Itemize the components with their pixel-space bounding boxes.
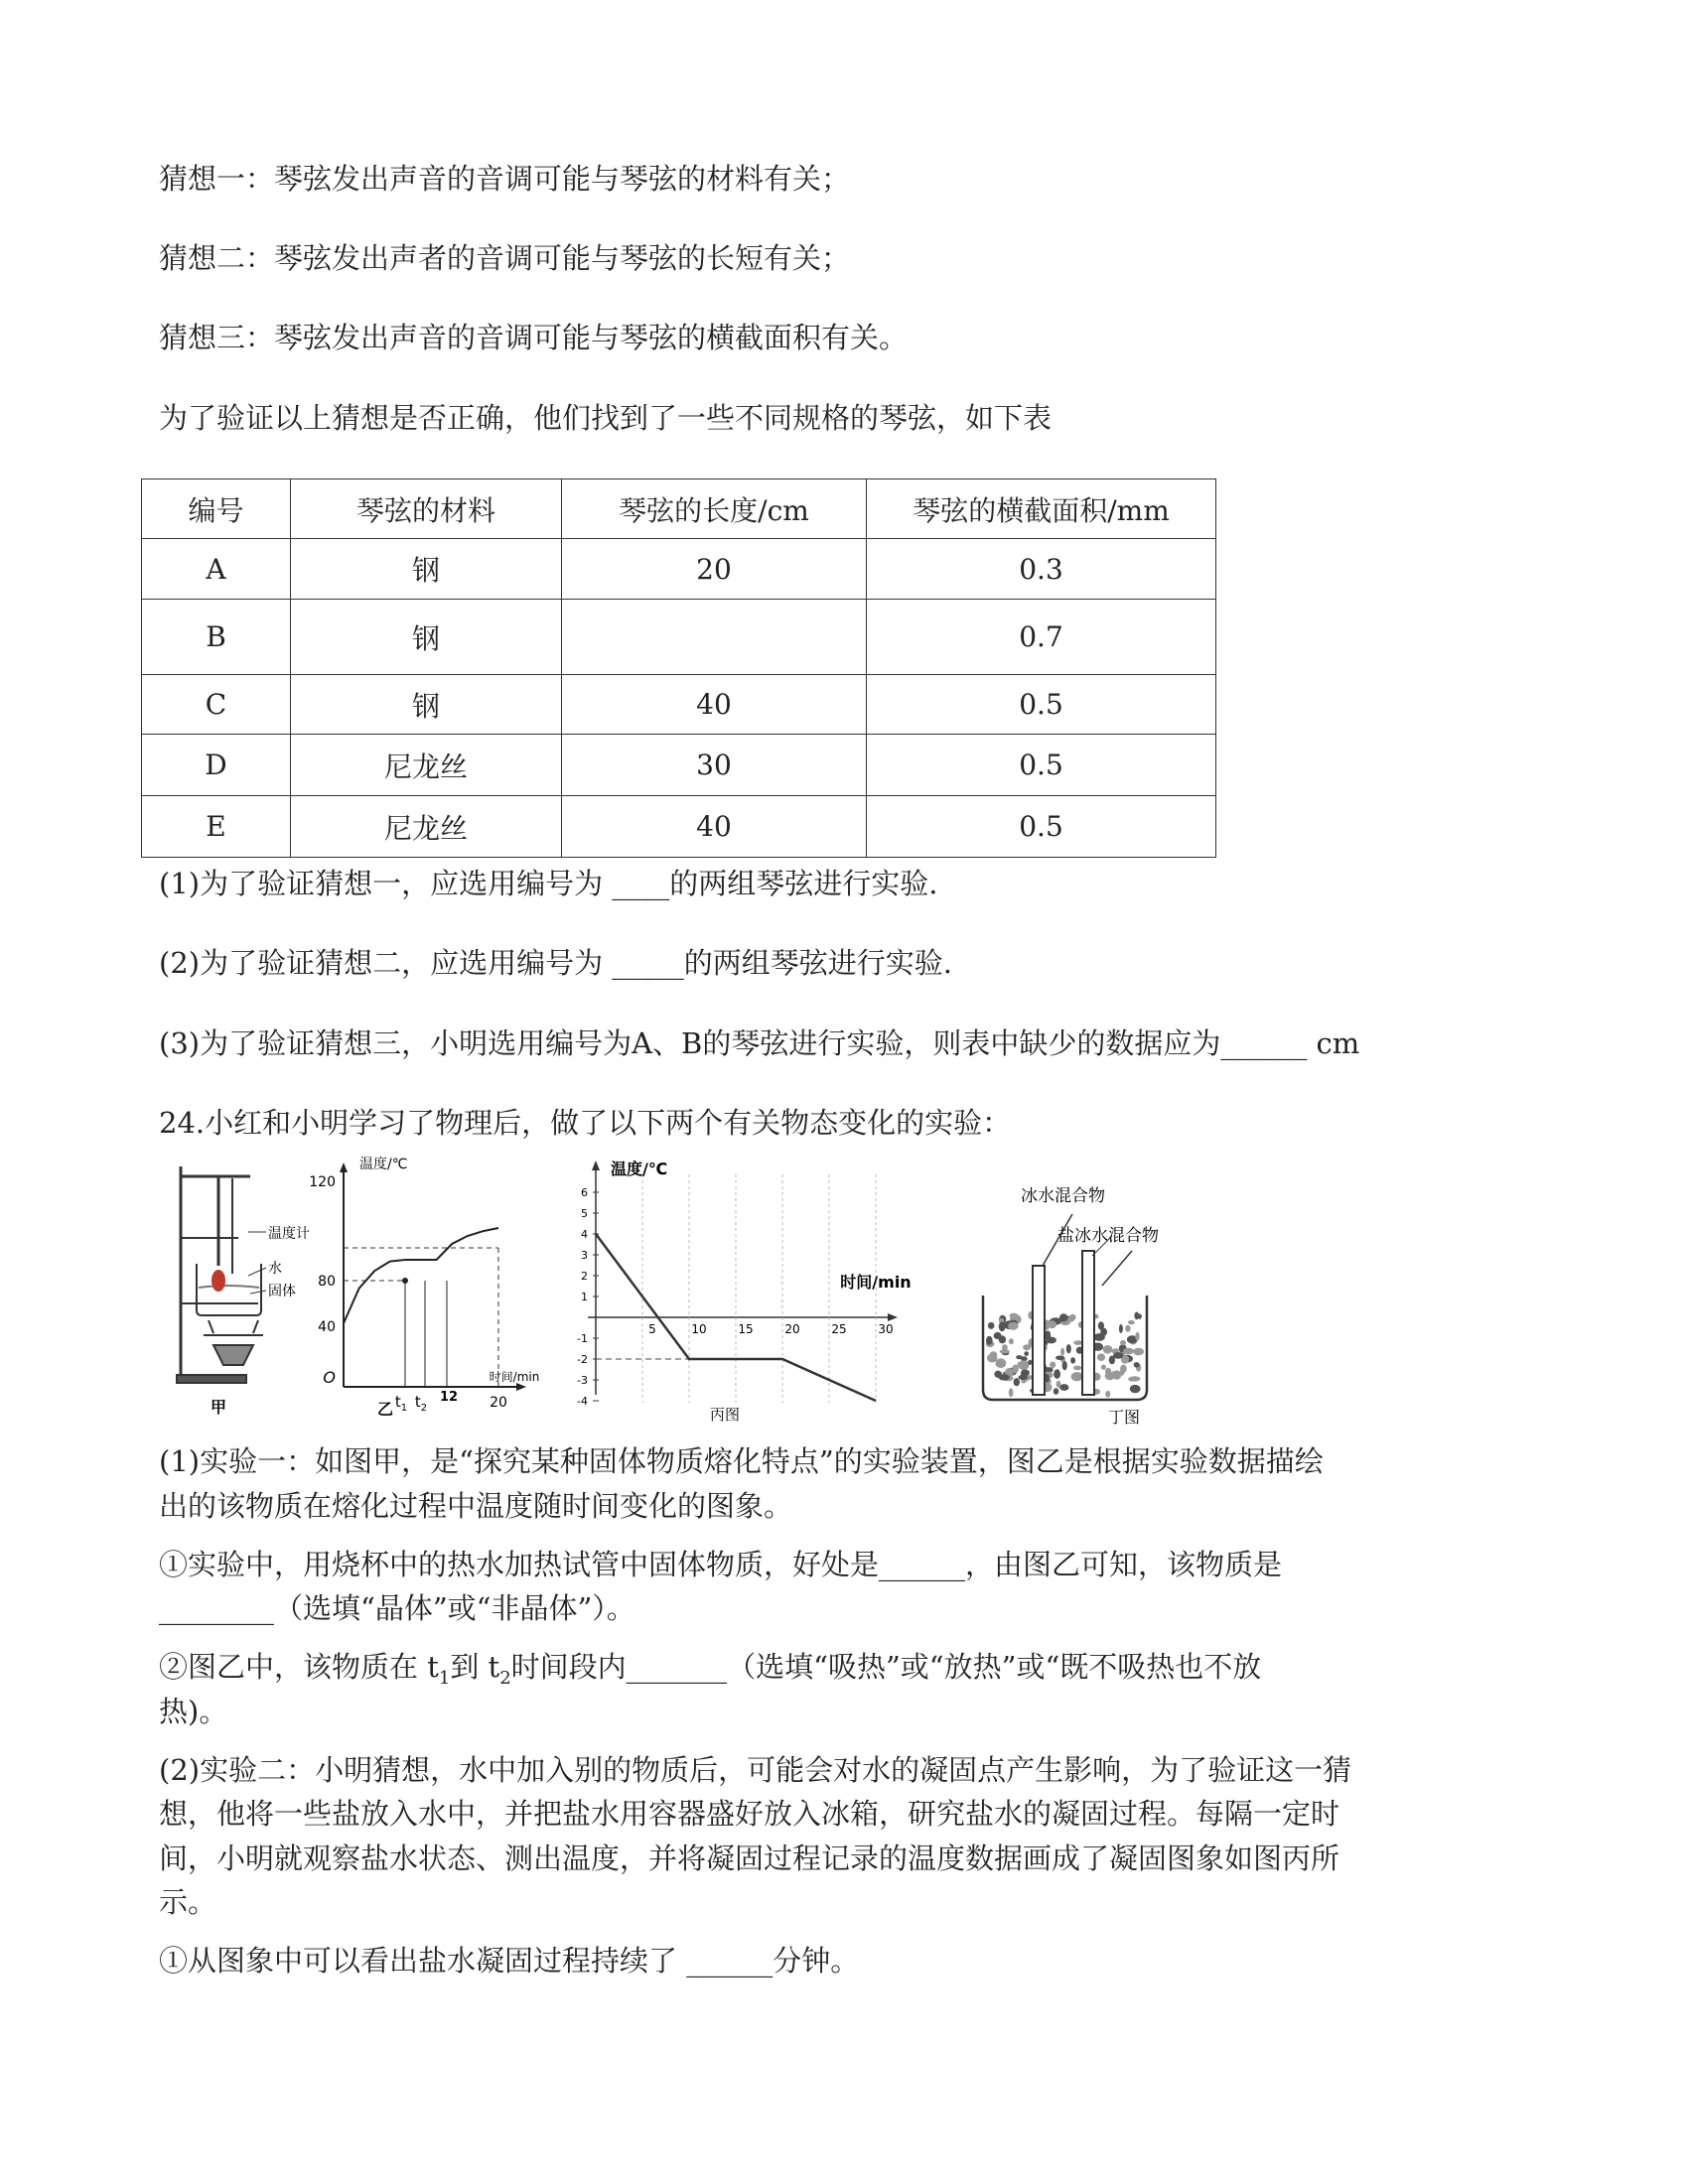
string-spec-table <box>141 478 1216 858</box>
cell-material: 尼龙丝 <box>291 735 562 796</box>
q24-part-2-line-4: 示。 <box>159 1885 217 1919</box>
guess-1: 猜想一：琴弦发出声音的音调可能与琴弦的材料有关； <box>159 162 851 196</box>
bing-ytick: 6 <box>581 1186 588 1199</box>
ice-piece <box>1105 1391 1110 1398</box>
bing-x-arrow <box>888 1313 898 1321</box>
bing-xtick: 30 <box>878 1322 894 1336</box>
bing-ytick: 5 <box>581 1207 588 1220</box>
yi-xtick-t2 <box>415 1393 427 1414</box>
yi-t2-letter: t <box>414 1393 421 1411</box>
cell-length: 40 <box>562 796 867 858</box>
table-row <box>142 796 1216 858</box>
ice-piece <box>1008 1322 1019 1330</box>
ice-piece <box>1050 1362 1055 1369</box>
yi-y-arrow <box>340 1162 348 1172</box>
bing-ytick: -2 <box>577 1353 588 1366</box>
cell-id: A <box>142 539 291 600</box>
bing-x-ticks <box>648 1322 893 1336</box>
yi-x-arrow <box>516 1383 526 1391</box>
caption-bing: 丙图 <box>709 1406 741 1424</box>
bing-xlabel: 时间/min <box>840 1273 912 1292</box>
ice-piece <box>1014 1378 1020 1386</box>
q24-sub2-sub2: 2 <box>499 1667 511 1689</box>
ice-piece <box>1073 1366 1081 1371</box>
label-thermometer: 温度计 <box>268 1226 310 1242</box>
cell-material: 尼龙丝 <box>291 796 562 858</box>
bing-ytick: 3 <box>581 1249 588 1262</box>
ice-piece <box>986 1336 993 1345</box>
guess-3: 猜想三：琴弦发出声音的音调可能与琴弦的横截面积有关。 <box>159 321 909 354</box>
header-id: 编号 <box>142 479 291 539</box>
ice-piece <box>990 1351 998 1358</box>
ice-piece <box>1054 1388 1059 1395</box>
yi-xtick-t1 <box>395 1393 407 1414</box>
melting-chart <box>340 1162 526 1391</box>
cell-length <box>562 600 867 675</box>
ice-piece <box>996 1358 1007 1368</box>
yi-xtick-20: 20 <box>490 1395 507 1411</box>
q24-part-1-line-2: 出的该物质在熔化过程中温度随时间变化的图象。 <box>159 1489 793 1523</box>
cell-material: 钢 <box>291 600 562 675</box>
q24-sub-2-line-2: 热)。 <box>159 1695 228 1728</box>
yi-origin: O <box>323 1368 336 1387</box>
q24-sub2-a: ②图乙中，该物质在 t <box>159 1650 439 1684</box>
ice-piece <box>1133 1348 1144 1356</box>
bing-ytick: 2 <box>581 1270 588 1283</box>
q24-part-2-line-1: (2)实验二：小明猜想，水中加入别的物质后，可能会对水的凝固点产生影响，为了验证这一猜 <box>159 1753 1352 1787</box>
q24-sub-1-line-1: ①实验中，用烧杯中的热水加热试管中固体物质，好处是______，由图乙可知，该物质是 <box>159 1548 1283 1581</box>
ice-piece <box>1062 1361 1067 1370</box>
table-row <box>142 735 1216 796</box>
yi-point-t1 <box>402 1278 408 1284</box>
label-water: 水 <box>268 1261 282 1277</box>
ice-piece <box>1009 1338 1014 1344</box>
bing-ytick: 1 <box>581 1291 588 1303</box>
table-header-row <box>142 479 1216 539</box>
ice-piece <box>1103 1345 1113 1354</box>
cell-material: 钢 <box>291 539 562 600</box>
guess-2: 猜想二：琴弦发出声者的音调可能与琴弦的长短有关； <box>159 241 851 275</box>
apparatus-figure <box>177 1166 266 1383</box>
table-intro: 为了验证以上猜想是否正确，他们找到了一些不同规格的琴弦，如下表 <box>159 401 1053 435</box>
ice-piece <box>1125 1325 1130 1332</box>
q24-sub2-b: 到 t <box>450 1650 500 1684</box>
q23-part-2: (2)为了验证猜想二，应选用编号为 _____的两组琴弦进行实验. <box>159 946 953 980</box>
yi-xtick-12: 12 <box>439 1390 459 1405</box>
bing-xtick: 10 <box>691 1322 707 1336</box>
ice-piece <box>1055 1356 1064 1361</box>
yi-t1-subscript: 1 <box>400 1403 408 1414</box>
ice-piece <box>1094 1333 1105 1341</box>
ice-piece <box>1105 1372 1115 1380</box>
bing-ytick: 4 <box>581 1228 588 1241</box>
bing-xtick: 20 <box>784 1322 800 1336</box>
q23-part-1: (1)为了验证猜想一，应选用编号为 ____的两组琴弦进行实验. <box>159 867 938 900</box>
test-tube-2 <box>1082 1251 1094 1395</box>
bing-xtick: 25 <box>831 1322 847 1336</box>
ice-piece <box>1000 1349 1010 1353</box>
table-row <box>142 600 1216 675</box>
ice-piece <box>1059 1384 1068 1391</box>
cell-id: E <box>142 796 291 858</box>
table-row <box>142 675 1216 735</box>
bing-ytick: -4 <box>577 1395 588 1408</box>
header-material: 琴弦的材料 <box>291 479 562 539</box>
cell-area: 0.3 <box>867 539 1216 600</box>
ice-piece <box>1066 1344 1071 1353</box>
ice-piece <box>1134 1362 1140 1367</box>
cell-id: B <box>142 600 291 675</box>
ice-piece <box>1134 1312 1139 1320</box>
ice-piece <box>994 1332 1002 1339</box>
bing-y-arrow <box>592 1160 600 1170</box>
cell-area: 0.5 <box>867 675 1216 735</box>
bing-ylabel: 温度/℃ <box>611 1160 668 1178</box>
ice-piece <box>1024 1351 1029 1356</box>
cell-area: 0.7 <box>867 600 1216 675</box>
yi-ytick-120: 120 <box>309 1174 336 1190</box>
cell-area: 0.5 <box>867 796 1216 858</box>
ice-piece <box>1059 1313 1068 1321</box>
ice-piece <box>1016 1355 1023 1359</box>
cell-length: 40 <box>562 675 867 735</box>
ice-piece <box>1113 1352 1123 1359</box>
cell-id: C <box>142 675 291 735</box>
cell-length: 20 <box>562 539 867 600</box>
q24-sub2-sub1: 1 <box>438 1667 451 1689</box>
ice-piece <box>1123 1348 1134 1355</box>
ice-piece <box>1128 1320 1135 1324</box>
yi-ytick-40: 40 <box>318 1319 336 1335</box>
ice-piece <box>1021 1370 1030 1376</box>
bing-ytick: -1 <box>577 1332 588 1345</box>
ice-piece <box>1130 1385 1141 1393</box>
ice-piece <box>1071 1372 1083 1381</box>
yi-melting-curve <box>344 1228 498 1323</box>
q24-part-2-line-3: 间，小明就观察盐水状态、测出温度，并将凝固过程记录的温度数据画成了凝固图象如图丙所 <box>159 1842 1340 1875</box>
cell-area: 0.5 <box>867 735 1216 796</box>
ice-piece <box>1135 1332 1139 1341</box>
ice-piece <box>1009 1388 1014 1397</box>
ice-piece <box>1120 1340 1126 1345</box>
ice-piece <box>1056 1381 1061 1388</box>
caption-ding: 丁图 <box>1107 1408 1141 1427</box>
caption-yi: 乙 <box>376 1400 394 1419</box>
ice-piece <box>1010 1313 1019 1318</box>
ice-pieces <box>986 1311 1144 1398</box>
label-solid: 固体 <box>268 1284 296 1299</box>
yi-t1-letter: t <box>394 1393 401 1411</box>
q24-part-1-line-1: (1)实验一：如图甲，是“探究某种固体物质熔化特点”的实验装置，图乙是根据实验数据描绘 <box>159 1444 1324 1478</box>
ice-piece <box>1101 1365 1106 1370</box>
header-area: 琴弦的横截面积/mm <box>867 479 1216 539</box>
q24-part-2-sub-1: ①从图象中可以看出盐水凝固过程持续了 ______分钟。 <box>159 1944 860 1978</box>
yi-ylabel: 温度/℃ <box>359 1157 408 1172</box>
ice-piece <box>1120 1365 1127 1373</box>
q24-figures <box>159 1157 1251 1430</box>
ice-piece <box>1054 1369 1060 1379</box>
caption-jia: 甲 <box>210 1398 227 1417</box>
q24-sub2-c: 时间段内_______（选填“吸热”或“放热”或“既不吸热也不放 <box>510 1650 1262 1684</box>
q24-sub-2-line-1 <box>159 1647 1261 1699</box>
table-row <box>142 539 1216 600</box>
ice-piece <box>1048 1320 1056 1328</box>
bing-ytick: -3 <box>577 1374 588 1387</box>
q23-part-3: (3)为了验证猜想三，小明选用编号为A、B的琴弦进行实验，则表中缺少的数据应为______ cm <box>159 1026 1360 1060</box>
label-ice-water: 冰水混合物 <box>1021 1186 1105 1206</box>
bing-xtick: 15 <box>738 1322 754 1336</box>
bing-xtick: 5 <box>648 1322 656 1336</box>
yi-t2-subscript: 2 <box>420 1403 428 1414</box>
test-tube-1 <box>1033 1266 1045 1395</box>
yi-xlabel: 时间/min <box>489 1370 540 1384</box>
header-length: 琴弦的长度/cm <box>562 479 867 539</box>
leader-3 <box>1102 1251 1132 1286</box>
cell-length: 30 <box>562 735 867 796</box>
ice-piece <box>1018 1362 1023 1368</box>
ice-piece <box>1097 1353 1105 1361</box>
ice-piece <box>1119 1324 1123 1333</box>
label-salt-ice-water: 盐冰水混合物 <box>1057 1226 1159 1246</box>
q24-sub-1-line-2: ________（选填“晶体”或“非晶体”）。 <box>159 1591 635 1625</box>
yi-ytick-80: 80 <box>318 1274 336 1290</box>
ice-piece <box>1129 1376 1140 1381</box>
ice-piece <box>1028 1360 1032 1365</box>
ice-piece <box>988 1322 995 1329</box>
ice-piece <box>1060 1348 1064 1356</box>
q24-title: 24.小红和小明学习了物理后，做了以下两个有关物态变化的实验： <box>159 1106 1012 1140</box>
ice-piece <box>1070 1357 1075 1363</box>
q24-part-2-line-2: 想，他将一些盐放入水中，并把盐水用容器盛好放入冰箱，研究盐水的凝固过程。每隔一定时 <box>159 1797 1340 1831</box>
cell-id: D <box>142 735 291 796</box>
ice-piece <box>1073 1340 1082 1345</box>
ice-piece <box>998 1374 1009 1380</box>
cell-material: 钢 <box>291 675 562 735</box>
